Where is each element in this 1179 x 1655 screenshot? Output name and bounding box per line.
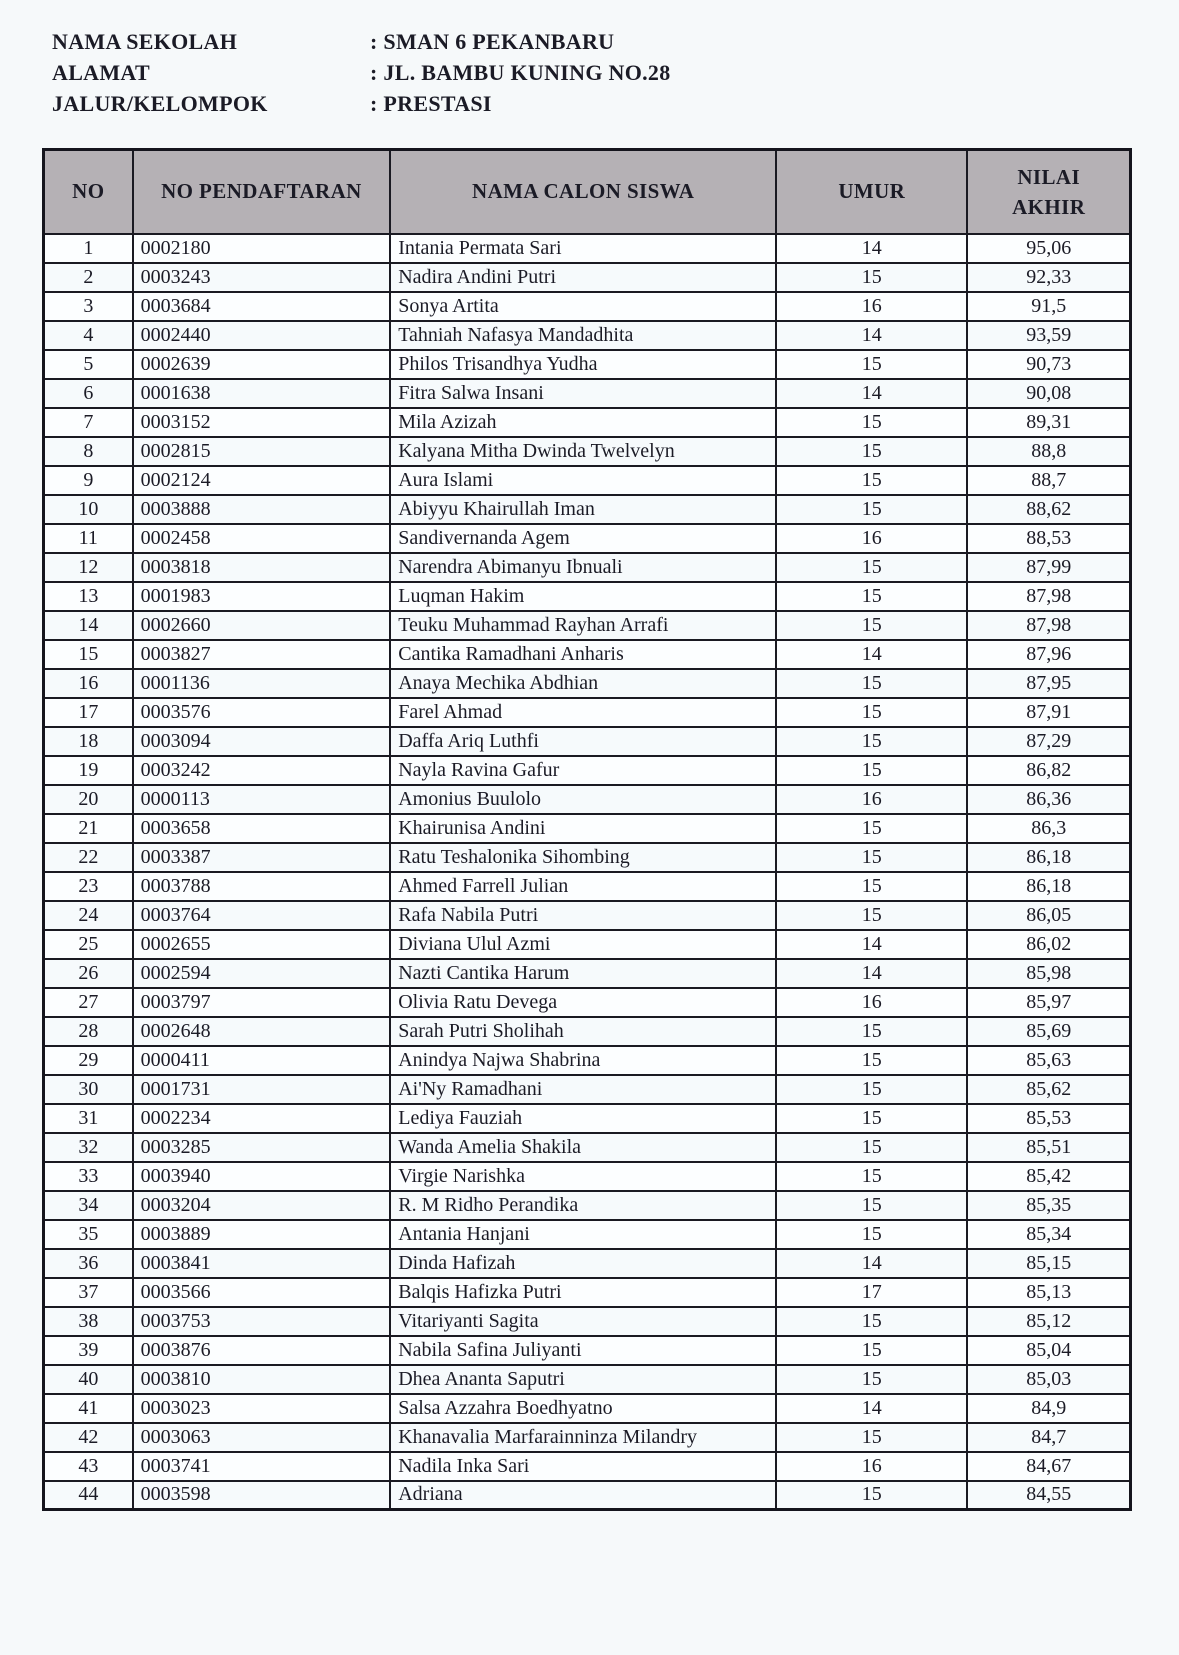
info-row-address — [52, 57, 952, 88]
cell-no: 24 — [44, 901, 133, 930]
cell-nilai-akhir: 85,12 — [967, 1307, 1130, 1336]
cell-no-pendaftaran: 0003741 — [133, 1452, 391, 1481]
cell-no: 39 — [44, 1336, 133, 1365]
table-row — [44, 698, 1131, 727]
cell-no-pendaftaran: 0002648 — [133, 1017, 391, 1046]
cell-umur: 15 — [776, 553, 967, 582]
cell-no-pendaftaran: 0001731 — [133, 1075, 391, 1104]
cell-umur: 14 — [776, 640, 967, 669]
cell-nama-calon-siswa: Nayla Ravina Gafur — [390, 756, 776, 785]
cell-no-pendaftaran: 0001136 — [133, 669, 391, 698]
cell-umur: 16 — [776, 1452, 967, 1481]
cell-nama-calon-siswa: Cantika Ramadhani Anharis — [390, 640, 776, 669]
cell-umur: 15 — [776, 1336, 967, 1365]
cell-no-pendaftaran: 0003940 — [133, 1162, 391, 1191]
cell-nama-calon-siswa: Dinda Hafizah — [390, 1249, 776, 1278]
table-row — [44, 553, 1131, 582]
cell-no: 44 — [44, 1481, 133, 1510]
cell-umur: 15 — [776, 350, 967, 379]
cell-no: 8 — [44, 437, 133, 466]
cell-no-pendaftaran: 0002660 — [133, 611, 391, 640]
cell-umur: 15 — [776, 1220, 967, 1249]
info-row-school-name — [52, 26, 952, 57]
results-table — [42, 148, 1132, 1511]
table-row — [44, 785, 1131, 814]
cell-umur: 14 — [776, 959, 967, 988]
cell-no-pendaftaran: 0002234 — [133, 1104, 391, 1133]
col-header-nama-calon-siswa-label: NAMA CALON SISWA — [472, 179, 695, 204]
cell-umur: 16 — [776, 785, 967, 814]
table-row — [44, 1104, 1131, 1133]
cell-no: 19 — [44, 756, 133, 785]
cell-nama-calon-siswa: Anaya Mechika Abdhian — [390, 669, 776, 698]
cell-nama-calon-siswa: Farel Ahmad — [390, 698, 776, 727]
cell-nilai-akhir: 85,15 — [967, 1249, 1130, 1278]
cell-no-pendaftaran: 0003888 — [133, 495, 391, 524]
cell-no: 13 — [44, 582, 133, 611]
table-row — [44, 1133, 1131, 1162]
cell-umur: 15 — [776, 698, 967, 727]
cell-no: 9 — [44, 466, 133, 495]
cell-no-pendaftaran: 0003818 — [133, 553, 391, 582]
cell-no: 33 — [44, 1162, 133, 1191]
cell-nilai-akhir: 86,02 — [967, 930, 1130, 959]
cell-nilai-akhir: 84,55 — [967, 1481, 1130, 1510]
cell-nilai-akhir: 85,97 — [967, 988, 1130, 1017]
table-row — [44, 1336, 1131, 1365]
cell-umur: 15 — [776, 901, 967, 930]
cell-no-pendaftaran: 0003152 — [133, 408, 391, 437]
cell-no: 17 — [44, 698, 133, 727]
cell-no-pendaftaran: 0002440 — [133, 321, 391, 350]
cell-nama-calon-siswa: Sarah Putri Sholihah — [390, 1017, 776, 1046]
cell-nilai-akhir: 87,95 — [967, 669, 1130, 698]
cell-nilai-akhir: 88,8 — [967, 437, 1130, 466]
table-row — [44, 872, 1131, 901]
cell-nama-calon-siswa: Ahmed Farrell Julian — [390, 872, 776, 901]
col-header-nama-calon-siswa — [390, 150, 776, 234]
cell-nilai-akhir: 86,36 — [967, 785, 1130, 814]
cell-no-pendaftaran: 0000411 — [133, 1046, 391, 1075]
cell-umur: 14 — [776, 930, 967, 959]
cell-nama-calon-siswa: Salsa Azzahra Boedhyatno — [390, 1394, 776, 1423]
cell-nama-calon-siswa: Diviana Ulul Azmi — [390, 930, 776, 959]
table-row — [44, 1075, 1131, 1104]
cell-nilai-akhir: 92,33 — [967, 263, 1130, 292]
cell-nilai-akhir: 88,53 — [967, 524, 1130, 553]
cell-no: 1 — [44, 234, 133, 263]
cell-nilai-akhir: 85,62 — [967, 1075, 1130, 1104]
cell-no-pendaftaran: 0002655 — [133, 930, 391, 959]
cell-no-pendaftaran: 0003204 — [133, 1191, 391, 1220]
table-row — [44, 408, 1131, 437]
cell-umur: 15 — [776, 843, 967, 872]
cell-nama-calon-siswa: Nadila Inka Sari — [390, 1452, 776, 1481]
cell-no: 31 — [44, 1104, 133, 1133]
table-row — [44, 1191, 1131, 1220]
cell-no: 40 — [44, 1365, 133, 1394]
cell-no-pendaftaran: 0003753 — [133, 1307, 391, 1336]
table-row — [44, 524, 1131, 553]
cell-no-pendaftaran: 0000113 — [133, 785, 391, 814]
cell-umur: 16 — [776, 988, 967, 1017]
cell-umur: 15 — [776, 1133, 967, 1162]
cell-no-pendaftaran: 0002180 — [133, 234, 391, 263]
cell-no-pendaftaran: 0003094 — [133, 727, 391, 756]
table-row — [44, 814, 1131, 843]
cell-nama-calon-siswa: Nabila Safina Juliyanti — [390, 1336, 776, 1365]
cell-no-pendaftaran: 0002639 — [133, 350, 391, 379]
cell-nama-calon-siswa: Wanda Amelia Shakila — [390, 1133, 776, 1162]
table-row — [44, 263, 1131, 292]
cell-no-pendaftaran: 0003242 — [133, 756, 391, 785]
cell-nilai-akhir: 95,06 — [967, 234, 1130, 263]
cell-umur: 15 — [776, 814, 967, 843]
cell-no-pendaftaran: 0003598 — [133, 1481, 391, 1510]
table-row — [44, 1423, 1131, 1452]
cell-nilai-akhir: 88,7 — [967, 466, 1130, 495]
cell-no-pendaftaran: 0003827 — [133, 640, 391, 669]
cell-no-pendaftaran: 0003797 — [133, 988, 391, 1017]
cell-umur: 15 — [776, 408, 967, 437]
cell-nilai-akhir: 89,31 — [967, 408, 1130, 437]
cell-nilai-akhir: 85,53 — [967, 1104, 1130, 1133]
cell-nilai-akhir: 86,82 — [967, 756, 1130, 785]
cell-nama-calon-siswa: Luqman Hakim — [390, 582, 776, 611]
table-row — [44, 1162, 1131, 1191]
cell-no-pendaftaran: 0003684 — [133, 292, 391, 321]
cell-nama-calon-siswa: Lediya Fauziah — [390, 1104, 776, 1133]
cell-nama-calon-siswa: Sandivernanda Agem — [390, 524, 776, 553]
cell-nama-calon-siswa: Kalyana Mitha Dwinda Twelvelyn — [390, 437, 776, 466]
cell-nama-calon-siswa: Aura Islami — [390, 466, 776, 495]
cell-umur: 15 — [776, 1162, 967, 1191]
cell-nilai-akhir: 90,08 — [967, 379, 1130, 408]
cell-nama-calon-siswa: Abiyyu Khairullah Iman — [390, 495, 776, 524]
table-row — [44, 582, 1131, 611]
cell-no: 20 — [44, 785, 133, 814]
school-info-block — [52, 26, 952, 119]
table-row — [44, 959, 1131, 988]
cell-nama-calon-siswa: R. M Ridho Perandika — [390, 1191, 776, 1220]
cell-no: 18 — [44, 727, 133, 756]
cell-nama-calon-siswa: Intania Permata Sari — [390, 234, 776, 263]
cell-nilai-akhir: 87,96 — [967, 640, 1130, 669]
cell-nama-calon-siswa: Daffa Ariq Luthfi — [390, 727, 776, 756]
cell-nilai-akhir: 87,29 — [967, 727, 1130, 756]
cell-no: 34 — [44, 1191, 133, 1220]
cell-no-pendaftaran: 0001983 — [133, 582, 391, 611]
table-row — [44, 1365, 1131, 1394]
table-row — [44, 843, 1131, 872]
cell-no-pendaftaran: 0003788 — [133, 872, 391, 901]
cell-nilai-akhir: 84,9 — [967, 1394, 1130, 1423]
cell-umur: 15 — [776, 263, 967, 292]
cell-nilai-akhir: 84,67 — [967, 1452, 1130, 1481]
cell-no-pendaftaran: 0003876 — [133, 1336, 391, 1365]
cell-umur: 15 — [776, 466, 967, 495]
cell-no: 4 — [44, 321, 133, 350]
cell-nama-calon-siswa: Rafa Nabila Putri — [390, 901, 776, 930]
cell-umur: 15 — [776, 437, 967, 466]
cell-umur: 15 — [776, 611, 967, 640]
table-row — [44, 495, 1131, 524]
table-row — [44, 321, 1131, 350]
cell-no-pendaftaran: 0003023 — [133, 1394, 391, 1423]
track-group-value: : PRESTASI — [370, 91, 492, 116]
cell-nilai-akhir: 87,98 — [967, 611, 1130, 640]
cell-nama-calon-siswa: Narendra Abimanyu Ibnuali — [390, 553, 776, 582]
cell-nilai-akhir: 85,69 — [967, 1017, 1130, 1046]
cell-no-pendaftaran: 0003576 — [133, 698, 391, 727]
cell-nilai-akhir: 85,13 — [967, 1278, 1130, 1307]
cell-umur: 15 — [776, 669, 967, 698]
cell-nama-calon-siswa: Adriana — [390, 1481, 776, 1510]
table-row — [44, 466, 1131, 495]
cell-no-pendaftaran: 0003889 — [133, 1220, 391, 1249]
cell-umur: 15 — [776, 495, 967, 524]
col-header-umur-label: UMUR — [838, 179, 906, 204]
cell-no-pendaftaran: 0002815 — [133, 437, 391, 466]
cell-umur: 14 — [776, 1249, 967, 1278]
cell-no: 26 — [44, 959, 133, 988]
col-header-nilai-akhir — [967, 150, 1130, 234]
cell-umur: 15 — [776, 582, 967, 611]
col-header-nilai-akhir-label: NILAI AKHIR — [1012, 164, 1086, 219]
cell-no-pendaftaran: 0003387 — [133, 843, 391, 872]
cell-no: 11 — [44, 524, 133, 553]
table-row — [44, 1394, 1131, 1423]
cell-no-pendaftaran: 0003764 — [133, 901, 391, 930]
cell-nama-calon-siswa: Nadira Andini Putri — [390, 263, 776, 292]
cell-nilai-akhir: 88,62 — [967, 495, 1130, 524]
cell-nama-calon-siswa: Tahniah Nafasya Mandadhita — [390, 321, 776, 350]
cell-umur: 15 — [776, 1365, 967, 1394]
cell-no: 38 — [44, 1307, 133, 1336]
table-row — [44, 1452, 1131, 1481]
cell-umur: 15 — [776, 1017, 967, 1046]
cell-nilai-akhir: 85,04 — [967, 1336, 1130, 1365]
cell-nilai-akhir: 85,03 — [967, 1365, 1130, 1394]
table-row — [44, 988, 1131, 1017]
cell-no: 6 — [44, 379, 133, 408]
table-row — [44, 1307, 1131, 1336]
cell-nama-calon-siswa: Vitariyanti Sagita — [390, 1307, 776, 1336]
cell-umur: 15 — [776, 1104, 967, 1133]
cell-umur: 15 — [776, 872, 967, 901]
cell-no: 43 — [44, 1452, 133, 1481]
school-name-label: NAMA SEKOLAH — [52, 29, 238, 54]
cell-nilai-akhir: 85,51 — [967, 1133, 1130, 1162]
header-row — [44, 150, 1131, 234]
cell-no: 37 — [44, 1278, 133, 1307]
cell-nama-calon-siswa: Khanavalia Marfarainninza Milandry — [390, 1423, 776, 1452]
cell-no: 15 — [44, 640, 133, 669]
cell-nama-calon-siswa: Ai'Ny Ramadhani — [390, 1075, 776, 1104]
table-row — [44, 1278, 1131, 1307]
cell-nilai-akhir: 90,73 — [967, 350, 1130, 379]
cell-nilai-akhir: 86,05 — [967, 901, 1130, 930]
cell-no: 23 — [44, 872, 133, 901]
cell-umur: 17 — [776, 1278, 967, 1307]
cell-umur: 15 — [776, 1307, 967, 1336]
cell-no-pendaftaran: 0002458 — [133, 524, 391, 553]
cell-no: 32 — [44, 1133, 133, 1162]
cell-no: 12 — [44, 553, 133, 582]
address-value: : JL. BAMBU KUNING NO.28 — [370, 60, 671, 85]
cell-umur: 15 — [776, 1075, 967, 1104]
table-row — [44, 1249, 1131, 1278]
cell-nilai-akhir: 85,42 — [967, 1162, 1130, 1191]
table-row — [44, 756, 1131, 785]
cell-umur: 16 — [776, 292, 967, 321]
cell-umur: 15 — [776, 1423, 967, 1452]
table-row — [44, 379, 1131, 408]
cell-nama-calon-siswa: Teuku Muhammad Rayhan Arrafi — [390, 611, 776, 640]
cell-no: 5 — [44, 350, 133, 379]
cell-no: 41 — [44, 1394, 133, 1423]
table-row — [44, 1017, 1131, 1046]
cell-no-pendaftaran: 0003566 — [133, 1278, 391, 1307]
cell-no: 16 — [44, 669, 133, 698]
table-row — [44, 292, 1131, 321]
cell-nilai-akhir: 85,98 — [967, 959, 1130, 988]
cell-no: 42 — [44, 1423, 133, 1452]
cell-umur: 14 — [776, 379, 967, 408]
cell-no-pendaftaran: 0003658 — [133, 814, 391, 843]
cell-umur: 14 — [776, 321, 967, 350]
cell-no-pendaftaran: 0003285 — [133, 1133, 391, 1162]
cell-nilai-akhir: 87,91 — [967, 698, 1130, 727]
table-row — [44, 1481, 1131, 1510]
cell-no-pendaftaran: 0003243 — [133, 263, 391, 292]
table-row — [44, 669, 1131, 698]
cell-nilai-akhir: 87,98 — [967, 582, 1130, 611]
cell-nama-calon-siswa: Ratu Teshalonika Sihombing — [390, 843, 776, 872]
cell-nilai-akhir: 84,7 — [967, 1423, 1130, 1452]
table-row — [44, 437, 1131, 466]
cell-umur: 15 — [776, 1191, 967, 1220]
results-table-body — [44, 234, 1131, 1510]
cell-no: 14 — [44, 611, 133, 640]
table-row — [44, 727, 1131, 756]
cell-umur: 15 — [776, 1481, 967, 1510]
cell-nama-calon-siswa: Olivia Ratu Devega — [390, 988, 776, 1017]
cell-no: 27 — [44, 988, 133, 1017]
table-row — [44, 234, 1131, 263]
cell-umur: 14 — [776, 234, 967, 263]
cell-nama-calon-siswa: Philos Trisandhya Yudha — [390, 350, 776, 379]
cell-no: 22 — [44, 843, 133, 872]
cell-no: 30 — [44, 1075, 133, 1104]
table-row — [44, 901, 1131, 930]
cell-no-pendaftaran: 0003810 — [133, 1365, 391, 1394]
table-row — [44, 350, 1131, 379]
table-row — [44, 611, 1131, 640]
col-header-no-label: NO — [72, 179, 105, 204]
cell-nama-calon-siswa: Fitra Salwa Insani — [390, 379, 776, 408]
cell-nilai-akhir: 87,99 — [967, 553, 1130, 582]
table-row — [44, 1046, 1131, 1075]
cell-no: 36 — [44, 1249, 133, 1278]
cell-umur: 15 — [776, 756, 967, 785]
cell-nama-calon-siswa: Antania Hanjani — [390, 1220, 776, 1249]
cell-nama-calon-siswa: Dhea Ananta Saputri — [390, 1365, 776, 1394]
cell-no-pendaftaran: 0002124 — [133, 466, 391, 495]
table-row — [44, 1220, 1131, 1249]
cell-no: 25 — [44, 930, 133, 959]
info-row-track-group — [52, 88, 952, 119]
cell-nilai-akhir: 91,5 — [967, 292, 1130, 321]
cell-no-pendaftaran: 0003841 — [133, 1249, 391, 1278]
cell-nama-calon-siswa: Anindya Najwa Shabrina — [390, 1046, 776, 1075]
cell-no-pendaftaran: 0001638 — [133, 379, 391, 408]
school-name-value: : SMAN 6 PEKANBARU — [370, 29, 615, 54]
cell-nilai-akhir: 85,63 — [967, 1046, 1130, 1075]
cell-umur: 15 — [776, 727, 967, 756]
cell-no-pendaftaran: 0003063 — [133, 1423, 391, 1452]
cell-nama-calon-siswa: Mila Azizah — [390, 408, 776, 437]
cell-nilai-akhir: 85,34 — [967, 1220, 1130, 1249]
cell-nilai-akhir: 93,59 — [967, 321, 1130, 350]
cell-no: 2 — [44, 263, 133, 292]
cell-nama-calon-siswa: Khairunisa Andini — [390, 814, 776, 843]
cell-nilai-akhir: 85,35 — [967, 1191, 1130, 1220]
table-row — [44, 640, 1131, 669]
cell-no: 3 — [44, 292, 133, 321]
cell-umur: 16 — [776, 524, 967, 553]
cell-no: 10 — [44, 495, 133, 524]
track-group-label: JALUR/KELOMPOK — [52, 91, 268, 116]
cell-nama-calon-siswa: Sonya Artita — [390, 292, 776, 321]
cell-no: 35 — [44, 1220, 133, 1249]
col-header-no-pendaftaran — [133, 150, 391, 234]
table-row — [44, 930, 1131, 959]
cell-no-pendaftaran: 0002594 — [133, 959, 391, 988]
cell-umur: 15 — [776, 1046, 967, 1075]
cell-nama-calon-siswa: Virgie Narishka — [390, 1162, 776, 1191]
col-header-no-pendaftaran-label: NO PENDAFTARAN — [161, 179, 362, 204]
col-header-no — [44, 150, 133, 234]
cell-no: 7 — [44, 408, 133, 437]
cell-nilai-akhir: 86,18 — [967, 872, 1130, 901]
cell-nama-calon-siswa: Nazti Cantika Harum — [390, 959, 776, 988]
cell-no: 28 — [44, 1017, 133, 1046]
cell-no: 21 — [44, 814, 133, 843]
address-label: ALAMAT — [52, 60, 150, 85]
cell-umur: 14 — [776, 1394, 967, 1423]
cell-nama-calon-siswa: Amonius Buulolo — [390, 785, 776, 814]
cell-no: 29 — [44, 1046, 133, 1075]
cell-nama-calon-siswa: Balqis Hafizka Putri — [390, 1278, 776, 1307]
cell-nilai-akhir: 86,3 — [967, 814, 1130, 843]
cell-nilai-akhir: 86,18 — [967, 843, 1130, 872]
results-table-header — [44, 150, 1131, 234]
col-header-umur — [776, 150, 967, 234]
